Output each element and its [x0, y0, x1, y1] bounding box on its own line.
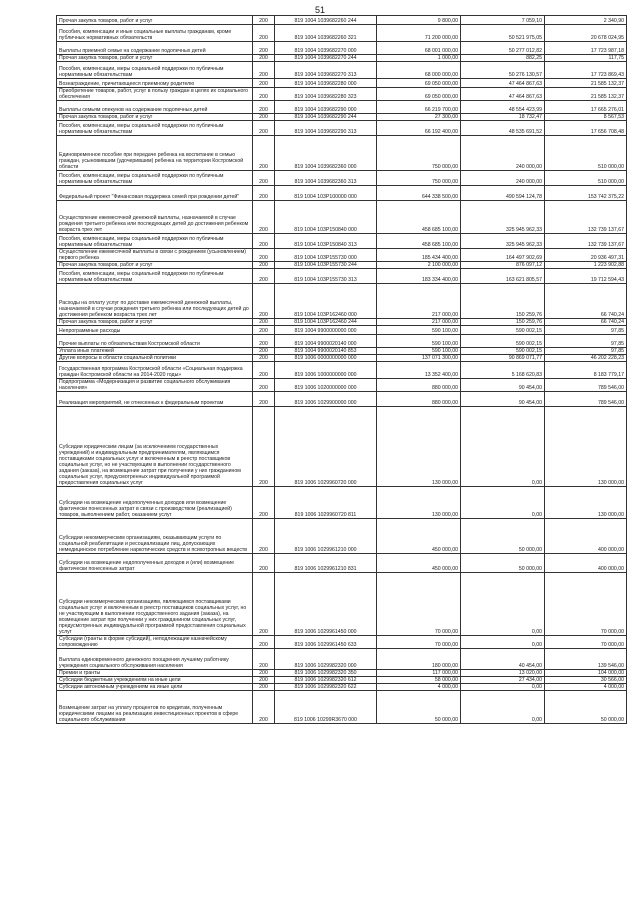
row-budget-classification: 819 1004 103P150840 313	[275, 234, 377, 249]
row-name: Осуществление ежемесячной выплаты в связи с рождением (усыновлением) первого ребенка	[57, 249, 253, 262]
row-executed-amount: 0,00	[461, 636, 545, 649]
table-row	[57, 519, 627, 554]
table-row	[57, 186, 627, 201]
row-approved-amount: 66 192 400,00	[377, 121, 461, 136]
row-executed-amount: 90 454,00	[461, 379, 545, 392]
row-unexecuted-amount: 66 740,24	[545, 284, 627, 319]
row-approved-amount: 117 000,00	[377, 670, 461, 677]
row-unexecuted-amount: 104 000,00	[545, 670, 627, 677]
row-budget-classification: 819 1004 103P162460 000	[275, 284, 377, 319]
row-budget-classification: 819 1004 103P162460 244	[275, 319, 377, 326]
row-unexecuted-amount: 66 740,24	[545, 319, 627, 326]
row-line-code: 200	[253, 649, 275, 670]
row-budget-classification: 819 1006 1029982320 622	[275, 684, 377, 691]
row-executed-amount: 163 621 805,57	[461, 269, 545, 284]
table-row	[57, 201, 627, 234]
row-unexecuted-amount: 153 742 375,22	[545, 186, 627, 201]
row-executed-amount: 590 002,15	[461, 326, 545, 335]
row-line-code: 200	[253, 269, 275, 284]
row-budget-classification: 819 1004 1039682270 244	[275, 55, 377, 62]
row-executed-amount: 590 002,15	[461, 335, 545, 348]
row-line-code: 200	[253, 101, 275, 114]
row-name: Субсидии юридическим лицам (за исключением государственных учреждений) и индивидуальным предпринимателям, являющимся поставщиками социальных услуг и включенным в реестр поставщиков социальных услуг, но не участвующим в выполнении государственного задания (заказа), на возмещение затрат при получении у них гражданином социальных услуг, предусмотренных индивидуальной программой предоставления социальных услуг	[57, 407, 253, 487]
table-row	[57, 348, 627, 355]
row-budget-classification: 819 1006 1029961210 000	[275, 519, 377, 554]
budget-execution-table	[56, 15, 627, 724]
row-budget-classification: 819 1004 1039682290 313	[275, 121, 377, 136]
row-budget-classification: 819 1004 1039682280 323	[275, 88, 377, 101]
row-approved-amount: 27 300,00	[377, 114, 461, 121]
row-unexecuted-amount: 97,85	[545, 326, 627, 335]
table-row	[57, 101, 627, 114]
row-approved-amount: 590 100,00	[377, 348, 461, 355]
row-name: Федеральный проект "Финансовая поддержка семей при рождении детей"	[57, 186, 253, 201]
row-executed-amount: 50 521 975,05	[461, 25, 545, 42]
row-name: Выплаты семьям опекунов на содержание подопечных детей	[57, 101, 253, 114]
table-row	[57, 284, 627, 319]
row-line-code: 200	[253, 262, 275, 269]
row-executed-amount: 150 259,76	[461, 284, 545, 319]
row-budget-classification: 819 1006 1029961450 633	[275, 636, 377, 649]
row-budget-classification: 819 1004 1039682280 000	[275, 79, 377, 88]
row-unexecuted-amount: 8 183 779,17	[545, 362, 627, 379]
row-line-code: 200	[253, 573, 275, 636]
row-name: Субсидии на возмещение недополученных доходов или возмещение фактически понесенных затрат в связи с производством (реализацией) товаров, выполнением работ, оказанием услуг	[57, 487, 253, 519]
row-executed-amount: 90 869 071,77	[461, 355, 545, 362]
row-line-code: 200	[253, 249, 275, 262]
row-line-code: 200	[253, 487, 275, 519]
row-unexecuted-amount: 70 000,00	[545, 573, 627, 636]
row-name: Пособия, компенсации и иные социальные выплаты гражданам, кроме публичных нормативных обязательств	[57, 25, 253, 42]
row-approved-amount: 450 000,00	[377, 519, 461, 554]
row-name: Пособия, компенсации, меры социальной поддержки по публичным нормативным обязательствам	[57, 121, 253, 136]
row-executed-amount: 47 464 867,63	[461, 88, 545, 101]
row-name: Государственная программа Костромской области «Социальная поддержка граждан Костромской области на 2014-2020 годы»	[57, 362, 253, 379]
row-name: Другие вопросы в области социальной политики	[57, 355, 253, 362]
row-line-code: 200	[253, 326, 275, 335]
table-row	[57, 636, 627, 649]
row-unexecuted-amount: 97,85	[545, 348, 627, 355]
row-line-code: 200	[253, 348, 275, 355]
row-budget-classification: 819 1006 1029900000 000	[275, 392, 377, 407]
table-row	[57, 554, 627, 573]
row-budget-classification: 819 1006 1029960720 000	[275, 407, 377, 487]
row-executed-amount: 0,00	[461, 684, 545, 691]
row-executed-amount: 50 000,00	[461, 554, 545, 573]
table-row	[57, 79, 627, 88]
table-row	[57, 25, 627, 42]
row-unexecuted-amount: 30 566,00	[545, 677, 627, 684]
row-name: Прочая закупка товаров, работ и услуг	[57, 262, 253, 269]
row-executed-amount: 240 000,00	[461, 136, 545, 171]
row-executed-amount: 27 434,00	[461, 677, 545, 684]
row-budget-classification: 819 1004 103P100000 000	[275, 186, 377, 201]
row-unexecuted-amount: 70 000,00	[545, 636, 627, 649]
table-row	[57, 234, 627, 249]
row-approved-amount: 70 000,00	[377, 636, 461, 649]
row-line-code: 200	[253, 407, 275, 487]
table-row	[57, 573, 627, 636]
row-line-code: 200	[253, 284, 275, 319]
row-line-code: 200	[253, 684, 275, 691]
row-approved-amount: 130 000,00	[377, 407, 461, 487]
row-unexecuted-amount: 789 546,00	[545, 379, 627, 392]
row-line-code: 200	[253, 201, 275, 234]
row-approved-amount: 1 000,00	[377, 55, 461, 62]
row-unexecuted-amount: 789 546,00	[545, 392, 627, 407]
row-line-code: 200	[253, 79, 275, 88]
row-line-code: 200	[253, 171, 275, 186]
row-name: Премии и гранты	[57, 670, 253, 677]
row-name: Выплата единовременного денежного поощрения лучшему работнику учреждения социального обслуживания населения	[57, 649, 253, 670]
row-approved-amount: 69 050 000,00	[377, 88, 461, 101]
row-name: Прочая закупка товаров, работ и услуг	[57, 55, 253, 62]
row-unexecuted-amount: 132 739 137,67	[545, 234, 627, 249]
table-row	[57, 121, 627, 136]
row-line-code: 200	[253, 554, 275, 573]
row-budget-classification: 819 1006 0000000000 000	[275, 355, 377, 362]
row-executed-amount: 150 259,76	[461, 319, 545, 326]
row-executed-amount: 47 464 867,63	[461, 79, 545, 88]
table-row	[57, 392, 627, 407]
row-line-code: 200	[253, 42, 275, 55]
row-budget-classification: 819 1004 103P150840 000	[275, 201, 377, 234]
row-executed-amount: 590 002,15	[461, 348, 545, 355]
row-executed-amount: 48 535 691,52	[461, 121, 545, 136]
row-budget-classification: 819 1006 1029961450 000	[275, 573, 377, 636]
row-approved-amount: 50 000,00	[377, 691, 461, 724]
row-line-code: 200	[253, 691, 275, 724]
row-unexecuted-amount: 19 712 594,43	[545, 269, 627, 284]
row-unexecuted-amount: 50 000,00	[545, 691, 627, 724]
row-unexecuted-amount: 2 340,90	[545, 16, 627, 25]
table-row	[57, 319, 627, 326]
table-row	[57, 136, 627, 171]
row-unexecuted-amount: 510 000,00	[545, 171, 627, 186]
row-unexecuted-amount: 17 723 987,18	[545, 42, 627, 55]
table-row	[57, 355, 627, 362]
row-unexecuted-amount: 17 723 869,43	[545, 62, 627, 79]
row-approved-amount: 9 800,00	[377, 16, 461, 25]
row-line-code: 200	[253, 121, 275, 136]
row-unexecuted-amount: 20 678 024,95	[545, 25, 627, 42]
row-approved-amount: 880 000,00	[377, 392, 461, 407]
row-approved-amount: 217 000,00	[377, 319, 461, 326]
row-budget-classification: 819 1004 1039682270 000	[275, 42, 377, 55]
row-name: Прочая закупка товаров, работ и услуг	[57, 16, 253, 25]
row-unexecuted-amount: 17 665 276,01	[545, 101, 627, 114]
row-approved-amount: 183 334 400,00	[377, 269, 461, 284]
row-budget-classification: 819 1004 1039682360 000	[275, 136, 377, 171]
row-approved-amount: 185 434 400,00	[377, 249, 461, 262]
row-line-code: 200	[253, 186, 275, 201]
row-name: Осуществление ежемесячной денежной выплаты, назначаемой в случае рождения третьего ребенка или последующих детей до достижения ребенком возраста трех лет	[57, 201, 253, 234]
table-row	[57, 362, 627, 379]
row-executed-amount: 325 945 962,33	[461, 234, 545, 249]
row-unexecuted-amount: 17 656 708,48	[545, 121, 627, 136]
row-approved-amount: 68 001 000,00	[377, 42, 461, 55]
row-line-code: 200	[253, 16, 275, 25]
row-executed-amount: 882,25	[461, 55, 545, 62]
table-row	[57, 16, 627, 25]
row-name: Возмещение затрат на уплату процентов по кредитам, полученным юридическими лицами на реализацию инвестиционных проектов в сфере социального обслуживания	[57, 691, 253, 724]
row-executed-amount: 490 594 124,78	[461, 186, 545, 201]
row-approved-amount: 590 100,00	[377, 335, 461, 348]
row-line-code: 200	[253, 136, 275, 171]
row-name: Прочая закупка товаров, работ и услуг	[57, 319, 253, 326]
row-unexecuted-amount: 46 202 228,23	[545, 355, 627, 362]
table-row	[57, 407, 627, 487]
table-row	[57, 379, 627, 392]
row-line-code: 200	[253, 114, 275, 121]
row-name: Субсидии бюджетным учреждениям на иные цели	[57, 677, 253, 684]
table-row	[57, 649, 627, 670]
row-budget-classification: 819 1006 1029982320 000	[275, 649, 377, 670]
row-unexecuted-amount: 139 546,00	[545, 649, 627, 670]
row-executed-amount: 90 454,00	[461, 392, 545, 407]
table-row	[57, 326, 627, 335]
row-executed-amount: 5 168 620,83	[461, 362, 545, 379]
row-name: Реализация мероприятий, не отнесенных к федеральным проектам	[57, 392, 253, 407]
row-executed-amount: 0,00	[461, 573, 545, 636]
row-executed-amount: 325 945 962,33	[461, 201, 545, 234]
row-name: Субсидии некоммерческим организациям, являющимся поставщиками социальных услуг и включенным в реестр поставщиков социальных услуг, но не участвующим в выполнении государственного задания (заказа), на возмещение затрат при получении у них гражданином социальных услуг, предусмотренных индивидуальной программой предоставления социальных услуг	[57, 573, 253, 636]
row-executed-amount: 164 497 902,69	[461, 249, 545, 262]
row-budget-classification: 819 1006 10299R3670 000	[275, 691, 377, 724]
row-name: Непрограммные расходы	[57, 326, 253, 335]
row-executed-amount: 50 277 012,82	[461, 42, 545, 55]
row-approved-amount: 450 000,00	[377, 554, 461, 573]
row-unexecuted-amount: 20 936 497,31	[545, 249, 627, 262]
row-unexecuted-amount: 21 585 132,37	[545, 79, 627, 88]
row-executed-amount: 50 276 130,57	[461, 62, 545, 79]
row-budget-classification: 819 1004 1039682270 313	[275, 62, 377, 79]
table-row	[57, 677, 627, 684]
row-unexecuted-amount: 400 000,00	[545, 519, 627, 554]
row-name: Выплаты приемной семье на содержание подопечных детей	[57, 42, 253, 55]
table-row	[57, 684, 627, 691]
row-budget-classification: 819 1004 9900020140 853	[275, 348, 377, 355]
row-line-code: 200	[253, 88, 275, 101]
row-approved-amount: 750 000,00	[377, 171, 461, 186]
row-name: Расходы на оплату услуг по доставке ежемесячной денежной выплаты, назначаемой в случае рождения третьего ребенка или последующих детей до достижения ребенком возраста трех лет	[57, 284, 253, 319]
row-budget-classification: 819 1004 103P155730 244	[275, 262, 377, 269]
row-name: Уплата иных платежей	[57, 348, 253, 355]
table-row	[57, 670, 627, 677]
row-budget-classification: 819 1004 1039682290 000	[275, 101, 377, 114]
row-executed-amount: 0,00	[461, 487, 545, 519]
row-budget-classification: 819 1006 1020000000 000	[275, 379, 377, 392]
table-row	[57, 249, 627, 262]
row-budget-classification: 819 1004 1039682360 313	[275, 171, 377, 186]
row-budget-classification: 819 1004 9900020140 000	[275, 335, 377, 348]
row-executed-amount: 18 732,47	[461, 114, 545, 121]
row-unexecuted-amount: 130 000,00	[545, 487, 627, 519]
row-approved-amount: 2 100 000,00	[377, 262, 461, 269]
row-name: Пособия, компенсации, меры социальной поддержки по публичным нормативным обязательствам	[57, 171, 253, 186]
row-executed-amount: 240 000,00	[461, 171, 545, 186]
row-approved-amount: 70 000,00	[377, 573, 461, 636]
row-line-code: 200	[253, 234, 275, 249]
row-line-code: 200	[253, 319, 275, 326]
row-budget-classification: 819 1004 1039682260 244	[275, 16, 377, 25]
row-executed-amount: 40 454,00	[461, 649, 545, 670]
row-line-code: 200	[253, 519, 275, 554]
row-name: Единовременное пособие при передаче ребенка на воспитание в семью граждан, усыновившим (удочерившим) ребенка на территории Костромской области	[57, 136, 253, 171]
row-approved-amount: 58 000,00	[377, 677, 461, 684]
row-budget-classification: 819 1004 103P155730 000	[275, 249, 377, 262]
row-unexecuted-amount: 21 585 132,37	[545, 88, 627, 101]
table-row	[57, 62, 627, 79]
table-row	[57, 335, 627, 348]
row-unexecuted-amount: 117,75	[545, 55, 627, 62]
row-executed-amount: 48 554 423,99	[461, 101, 545, 114]
row-name: Пособия, компенсации, меры социальной поддержки по публичным нормативным обязательствам	[57, 234, 253, 249]
row-name: Пособия, компенсации, меры социальной поддержки по публичным нормативным обязательствам	[57, 62, 253, 79]
table-row	[57, 114, 627, 121]
row-approved-amount: 458 685 100,00	[377, 201, 461, 234]
row-approved-amount: 180 000,00	[377, 649, 461, 670]
row-unexecuted-amount: 510 000,00	[545, 136, 627, 171]
row-name: Субсидии автономным учреждениям на иные цели	[57, 684, 253, 691]
table-row	[57, 269, 627, 284]
row-budget-classification: 819 1006 1029961210 831	[275, 554, 377, 573]
row-budget-classification: 819 1006 1029982320 612	[275, 677, 377, 684]
row-line-code: 200	[253, 355, 275, 362]
row-line-code: 200	[253, 25, 275, 42]
row-name: Субсидии (гранты в форме субсидий), неподлежащие казначейскому сопровождению	[57, 636, 253, 649]
row-budget-classification: 819 1006 1029982320 350	[275, 670, 377, 677]
row-budget-classification: 819 1004 103P155730 313	[275, 269, 377, 284]
row-name: Подпрограмма «Модернизация и развитие социального обслуживания населения»	[57, 379, 253, 392]
row-name: Субсидии некоммерческим организациям, оказывающим услуги по социальной реабилитации и ресоциализации лиц, допускающих немедицинское потребление наркотических средств и психотропных веществ	[57, 519, 253, 554]
row-budget-classification: 819 1004 9900000000 000	[275, 326, 377, 335]
row-executed-amount: 876 097,12	[461, 262, 545, 269]
row-line-code: 200	[253, 55, 275, 62]
row-line-code: 200	[253, 392, 275, 407]
row-unexecuted-amount: 130 000,00	[545, 407, 627, 487]
row-line-code: 200	[253, 62, 275, 79]
row-approved-amount: 71 200 000,00	[377, 25, 461, 42]
table-row	[57, 171, 627, 186]
row-name: Субсидии на возмещение недополученных доходов и (или) возмещение фактически понесенных затрат	[57, 554, 253, 573]
row-approved-amount: 590 100,00	[377, 326, 461, 335]
row-budget-classification: 819 1004 1039682260 321	[275, 25, 377, 42]
row-unexecuted-amount: 400 000,00	[545, 554, 627, 573]
row-line-code: 200	[253, 636, 275, 649]
row-line-code: 200	[253, 335, 275, 348]
row-line-code: 200	[253, 677, 275, 684]
row-approved-amount: 217 000,00	[377, 284, 461, 319]
row-unexecuted-amount: 8 567,53	[545, 114, 627, 121]
row-approved-amount: 880 000,00	[377, 379, 461, 392]
row-executed-amount: 0,00	[461, 691, 545, 724]
row-unexecuted-amount: 132 739 137,67	[545, 201, 627, 234]
row-approved-amount: 458 685 100,00	[377, 234, 461, 249]
row-unexecuted-amount: 4 000,00	[545, 684, 627, 691]
row-budget-classification: 819 1004 1039682290 244	[275, 114, 377, 121]
row-approved-amount: 137 071 300,00	[377, 355, 461, 362]
row-approved-amount: 750 000,00	[377, 136, 461, 171]
table-row	[57, 55, 627, 62]
row-executed-amount: 13 020,00	[461, 670, 545, 677]
table-row	[57, 42, 627, 55]
row-approved-amount: 13 352 400,00	[377, 362, 461, 379]
row-name: Вознаграждение, причитающееся приемному родителю	[57, 79, 253, 88]
row-approved-amount: 130 000,00	[377, 487, 461, 519]
row-line-code: 200	[253, 362, 275, 379]
row-budget-classification: 819 1006 1000000000 000	[275, 362, 377, 379]
page-number: 51	[314, 5, 325, 15]
row-approved-amount: 68 000 000,00	[377, 62, 461, 79]
row-line-code: 200	[253, 379, 275, 392]
row-unexecuted-amount: 1 223 902,88	[545, 262, 627, 269]
table-row	[57, 262, 627, 269]
row-executed-amount: 7 059,10	[461, 16, 545, 25]
row-approved-amount: 69 050 000,00	[377, 79, 461, 88]
row-unexecuted-amount: 97,85	[545, 335, 627, 348]
row-name: Пособия, компенсации, меры социальной поддержки по публичным нормативным обязательствам	[57, 269, 253, 284]
row-approved-amount: 66 219 700,00	[377, 101, 461, 114]
table-row	[57, 487, 627, 519]
row-name: Прочая закупка товаров, работ и услуг	[57, 114, 253, 121]
row-name: Приобретение товаров, работ, услуг в пользу граждан в целях их социального обеспечения	[57, 88, 253, 101]
row-approved-amount: 4 000,00	[377, 684, 461, 691]
row-budget-classification: 819 1006 1029960720 811	[275, 487, 377, 519]
row-line-code: 200	[253, 670, 275, 677]
row-approved-amount: 644 338 500,00	[377, 186, 461, 201]
row-name: Прочие выплаты по обязательствам Костромской области	[57, 335, 253, 348]
table-row	[57, 88, 627, 101]
table-row	[57, 691, 627, 724]
row-executed-amount: 50 000,00	[461, 519, 545, 554]
row-executed-amount: 0,00	[461, 407, 545, 487]
